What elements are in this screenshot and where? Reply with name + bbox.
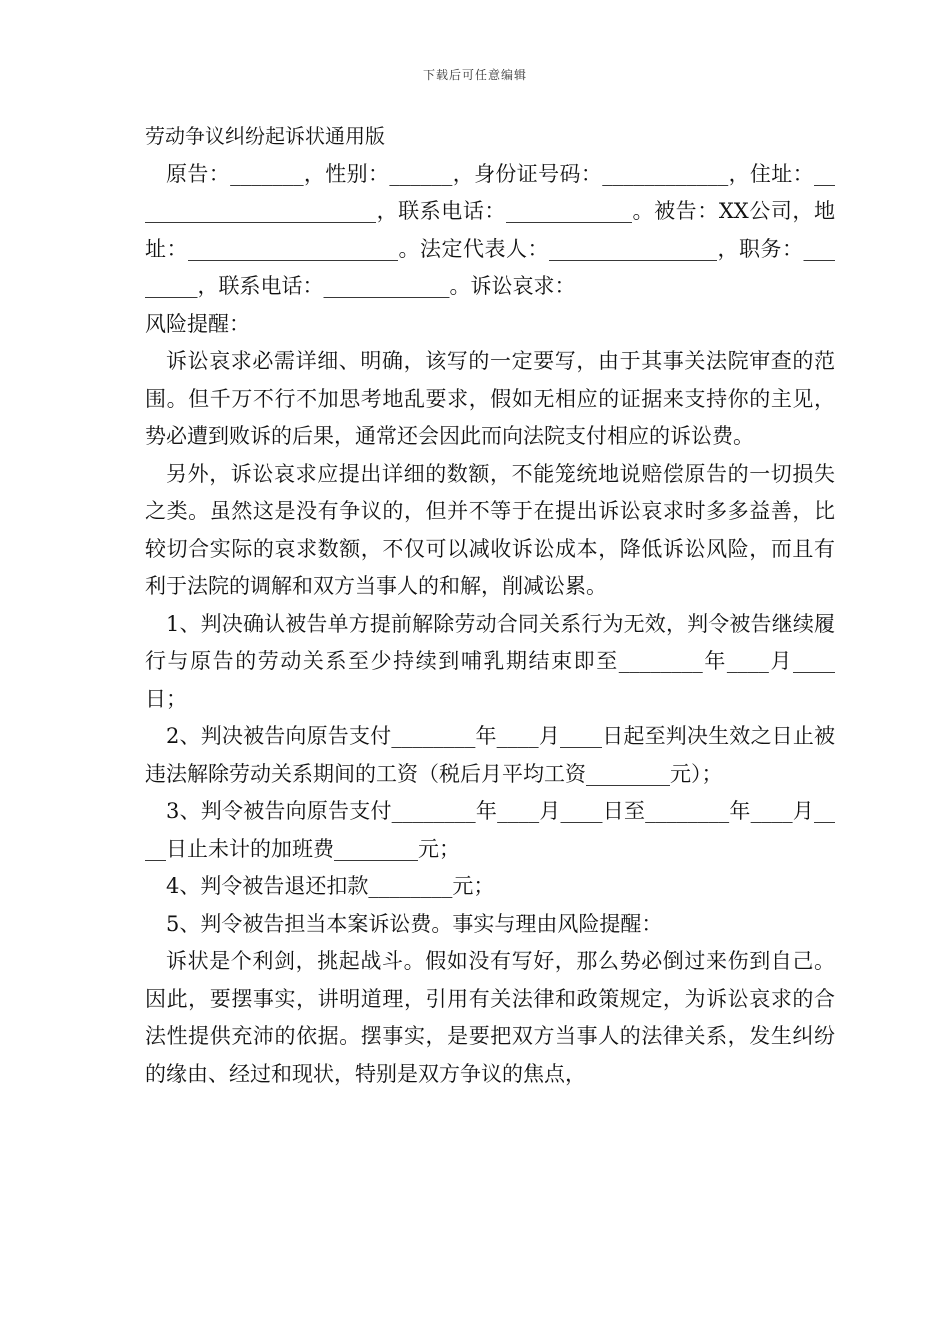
document-title: 劳动争议纠纷起诉状通用版 [145,124,385,148]
claim-item-1: 1、判决确认被告单方提前解除劳动合同关系行为无效，判令被告继续履行与原告的劳动关系至少持续到哺乳期结束即至________年____月____日； [145,611,835,711]
claim-item-4: 4、判令被告退还扣款________元； [166,874,495,898]
paragraph-facts: 诉状是个利剑，挑起战斗。假如没有写好，那么势必倒过来伤到自己。因此，要摆事实，讲明道理，引用有关法律和政策规定，为诉讼哀求的合法性提供充沛的依据。摆事实，是要把双方当事人的法律关系，发生纠纷的缘由、经过和现状，特别是双方争议的焦点， [145,949,835,1086]
claim-item-2: 2、判决被告向原告支付________年____月____日起至判决生效之日止被违法解除劳动关系期间的工资（税后月平均工资________元）； [145,724,835,786]
paragraph-risk-heading: 风险提醒： [145,311,250,336]
paragraph-parties: 原告：_______，性别：______，身份证号码：____________，住址：________________________，联系电话：____________。被告：XX公司，地址：____________________。法定代表人：________________，职务：________，联系电话：____________。诉讼哀求： [145,161,835,298]
paragraph-risk-2: 另外，诉讼哀求应提出详细的数额，不能笼统地说赔偿原告的一切损失之类。虽然这是没有争议的，但并不等于在提出诉讼哀求时多多益善，比较切合实际的哀求数额，不仅可以减收诉讼成本，降低诉讼风险，而且有利于法院的调解和双方当事人的和解，削减讼累。 [145,461,835,598]
claim-item-3: 3、判令被告向原告支付________年____月____日至________年____月____日止未计的加班费________元； [145,799,835,861]
document-body [145,118,835,1093]
paragraph-risk-1: 诉讼哀求必需详细、明确，该写的一定要写，由于其事关法院审查的范围。但千万不行不加思考地乱要求，假如无相应的证据来支持你的主见，势必遭到败诉的后果，通常还会因此而向法院支付相应的诉讼费。 [145,349,835,448]
page-header: 下载后可任意编辑 [422,68,527,82]
claim-item-5: 5、判令被告担当本案诉讼费。事实与理由风险提醒： [166,911,663,936]
